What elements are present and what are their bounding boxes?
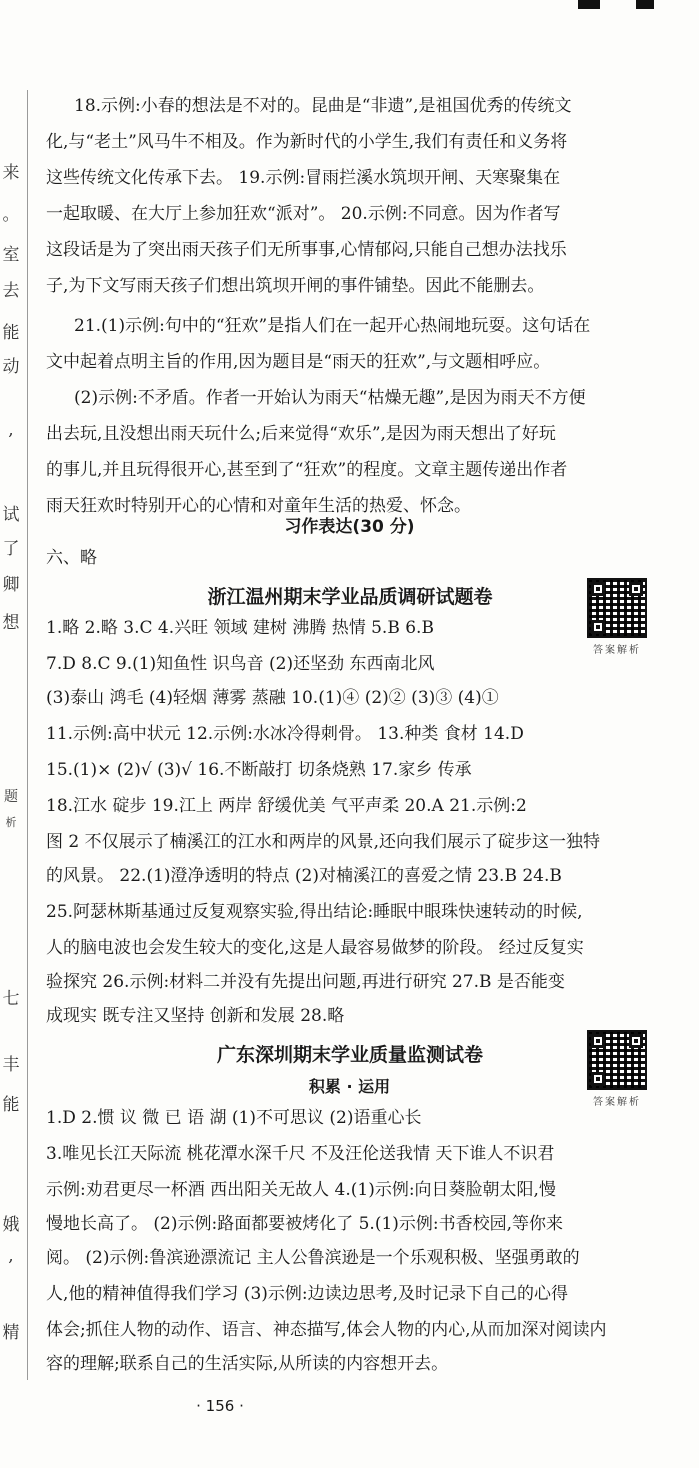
gutter-char: 七 bbox=[2, 989, 20, 1009]
text-line: 六、略 bbox=[46, 548, 97, 568]
gutter-char: 丰 bbox=[2, 1055, 20, 1075]
page-number: · 156 · bbox=[196, 1397, 244, 1415]
text-line: 这些传统文化传承下去。 19.示例:冒雨拦溪水筑坝开闸、天寒聚集在 bbox=[46, 168, 561, 188]
gutter-char: 了 bbox=[2, 539, 20, 559]
text-line: 雨天狂欢时特别开心的心情和对童年生活的热爱、怀念。 bbox=[46, 496, 471, 516]
text-line: 7.D 8.C 9.(1)知鱼性 识鸟音 (2)还坚劲 东西南北风 bbox=[46, 654, 435, 674]
text-line: 3.唯见长江天际流 桃花潭水深千尺 不及汪伦送我情 天下谁人不识君 bbox=[46, 1144, 555, 1164]
qr-caption: 答案解析 bbox=[593, 645, 641, 656]
gutter-char: 来 bbox=[2, 163, 20, 183]
text-line: 15.(1)× (2)√ (3)√ 16.不断敲打 切条烧熟 17.家乡 传承 bbox=[46, 760, 472, 780]
gutter-char: 卿 bbox=[2, 575, 20, 595]
gutter-char: 去 bbox=[2, 281, 20, 301]
gutter-char: , bbox=[8, 1246, 14, 1266]
text-line: 这段话是为了突出雨天孩子们无所事事,心情郁闷,只能自己想办法找乐 bbox=[46, 240, 567, 260]
text-line: 1.略 2.略 3.C 4.兴旺 领域 建树 沸腾 热情 5.B 6.B bbox=[46, 618, 434, 638]
text-line: 的风景。 22.(1)澄净透明的特点 (2)对楠溪江的喜爱之情 23.B 24.B bbox=[46, 866, 562, 886]
text-line: 出去玩,且没想出雨天玩什么;后来觉得“欢乐”,是因为雨天想出了好玩 bbox=[46, 424, 556, 444]
qr-code[interactable] bbox=[584, 578, 650, 656]
text-line: 18.示例:小春的想法是不对的。昆曲是“非遗”,是祖国优秀的传统文 bbox=[74, 96, 572, 116]
text-line: 成现实 既专注又坚持 创新和发展 28.略 bbox=[46, 1006, 345, 1026]
binding-gutter bbox=[0, 0, 30, 1468]
gutter-char: 精 bbox=[2, 1323, 20, 1343]
text-line: 容的理解;联系自己的生活实际,从所读的内容想开去。 bbox=[46, 1354, 449, 1374]
gutter-divider bbox=[27, 90, 28, 1380]
gutter-char: 动 bbox=[2, 357, 20, 377]
text-line: 图 2 不仅展示了楠溪江的江水和两岸的风景,还向我们展示了碇步这一独特 bbox=[46, 832, 601, 852]
text-line: 化,与“老土”风马牛不相及。作为新时代的小学生,我们有责任和义务将 bbox=[46, 132, 568, 152]
text-line: 人的脑电波也会发生较大的变化,这是人最容易做梦的阶段。 经过反复实 bbox=[46, 938, 584, 958]
text-line: 文中起着点明主旨的作用,因为题目是“雨天的狂欢”,与文题相呼应。 bbox=[46, 352, 551, 372]
text-line: (3)泰山 鸿毛 (4)轻烟 薄雾 蒸融 10.(1)④ (2)② (3)③ (4)① bbox=[46, 688, 499, 708]
text-line: 验探究 26.示例:材料二并没有先提出问题,再进行研究 27.B 是否能变 bbox=[46, 972, 565, 992]
exam-title: 广东深圳期末学业质量监测试卷 bbox=[216, 1044, 483, 1066]
gutter-char: 能 bbox=[2, 323, 20, 343]
gutter-char: 试 bbox=[2, 505, 20, 525]
text-line: 体会;抓住人物的动作、语言、神态描写,体会人物的内心,从而加深对阅读内 bbox=[46, 1320, 607, 1340]
text-line: 慢地长高了。 (2)示例:路面都要被烤化了 5.(1)示例:书香校园,等你来 bbox=[46, 1214, 564, 1234]
text-line: 21.(1)示例:句中的“狂欢”是指人们在一起开心热闹地玩耍。这句话在 bbox=[74, 316, 591, 336]
qr-caption: 答案解析 bbox=[593, 1097, 641, 1108]
text-line: 人,他的精神值得我们学习 (3)示例:边读边思考,及时记录下自己的心得 bbox=[46, 1284, 569, 1304]
text-line: (2)示例:不矛盾。作者一开始认为雨天“枯燥无趣”,是因为雨天不方便 bbox=[74, 388, 586, 408]
section-heading: 习作表达(30 分) bbox=[284, 517, 415, 537]
gutter-char: 娥 bbox=[2, 1215, 20, 1235]
gutter-char: 。 bbox=[2, 205, 20, 225]
gutter-char: 想 bbox=[2, 613, 20, 633]
qr-image bbox=[587, 578, 647, 638]
gutter-char: 室 bbox=[2, 245, 20, 265]
gutter-char: , bbox=[8, 420, 14, 440]
text-line: 18.江水 碇步 19.江上 两岸 舒缓优美 气平声柔 20.A 21.示例:2 bbox=[46, 796, 527, 816]
text-line: 阅。 (2)示例:鲁滨逊漂流记 主人公鲁滨逊是一个乐观积极、坚强勇敢的 bbox=[46, 1248, 580, 1268]
gutter-char: 题 bbox=[4, 789, 18, 805]
exam-title: 浙江温州期末学业品质调研试题卷 bbox=[207, 586, 493, 608]
text-line: 11.示例:高中状元 12.示例:水冰冷得刺骨。 13.种类 食材 14.D bbox=[46, 724, 524, 744]
gutter-char: 析 bbox=[5, 816, 17, 829]
text-line: 一起取暖、在大厅上参加狂欢“派对”。 20.示例:不同意。因为作者写 bbox=[46, 204, 561, 224]
text-line: 示例:劝君更尽一杯酒 西出阳关无故人 4.(1)示例:向日葵脸朝太阳,慢 bbox=[46, 1180, 556, 1200]
text-line: 子,为下文写雨天孩子们想出筑坝开闸的事件铺垫。因此不能删去。 bbox=[46, 276, 545, 296]
text-line: 25.阿瑟林斯基通过反复观察实验,得出结论:睡眠中眼珠快速转动的时候, bbox=[46, 902, 583, 922]
text-line: 1.D 2.惯 议 微 已 语 湖 (1)不可思议 (2)语重心长 bbox=[46, 1108, 422, 1128]
text-line: 的事儿,并且玩得很开心,甚至到了“狂欢”的程度。文章主题传递出作者 bbox=[46, 460, 568, 480]
gutter-char: 能 bbox=[2, 1095, 20, 1115]
section-subtitle: 积累 · 运用 bbox=[308, 1077, 391, 1096]
